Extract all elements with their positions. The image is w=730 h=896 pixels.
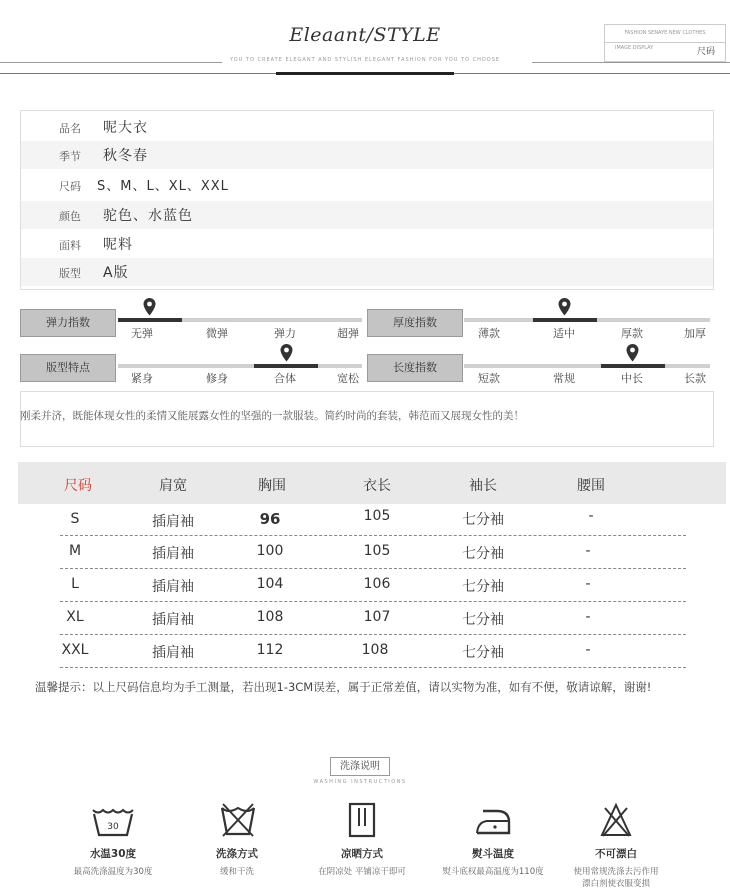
info-value: S、M、L、XL、XXL: [97, 179, 229, 194]
info-label: 尺码: [59, 180, 81, 193]
info-label: 颜色: [59, 210, 81, 223]
wash-item-desc: 在阴凉处 平铺凉干即可: [318, 867, 406, 877]
size-cell: 106: [363, 576, 391, 592]
info-row-name: [21, 113, 713, 141]
fit-option: 紧身: [131, 372, 153, 385]
size-cell: L: [71, 576, 79, 592]
size-cell: 104: [256, 576, 284, 592]
length-selected-segment: [601, 364, 665, 368]
info-value: 秋冬春: [103, 148, 148, 164]
product-description: 刚柔并济，既能体现女性的柔情又能展露女性的坚强的一款服装。简约时尚的套装，韩范而又展现女性的美！: [20, 410, 524, 422]
wash-item-desc: 熨斗底权最高温度为110度: [442, 867, 544, 877]
size-cell: 108: [256, 609, 284, 625]
row-divider: [60, 535, 686, 536]
info-value: 呢大衣: [103, 120, 148, 136]
size-cell: 100: [256, 543, 284, 559]
thickness-selected-segment: [533, 318, 597, 322]
size-cell: 107: [363, 609, 391, 625]
header-accent-bar: [276, 72, 454, 75]
elasticity-selected-segment: [118, 318, 182, 322]
do-not-bleach-icon: [600, 802, 632, 838]
info-label: 版型: [59, 267, 81, 280]
size-cell: 七分袖: [462, 612, 504, 628]
wash-item-name: 不可漂白: [595, 848, 637, 860]
elasticity-option: 超弹: [337, 327, 359, 340]
size-cell: -: [585, 609, 591, 625]
size-header-sleeve: 袖长: [469, 478, 497, 494]
size-cell: -: [585, 576, 591, 592]
fit-track: [118, 364, 362, 368]
fit-option: 宽松: [337, 372, 359, 385]
corner-label: 尺码: [697, 47, 716, 57]
thickness-index-label: 厚度指数: [367, 309, 463, 337]
fit-selected-segment: [254, 364, 318, 368]
size-cell: 112: [256, 642, 284, 658]
wash-item-desc: 最高洗涤温度为30度: [73, 867, 153, 877]
location-pin-icon: [143, 298, 156, 316]
size-cell: -: [585, 543, 591, 559]
thickness-option: 适中: [553, 327, 575, 340]
size-header-size: 尺码: [64, 478, 92, 494]
size-cell: 插肩袖: [152, 579, 194, 595]
info-label: 面料: [59, 239, 81, 252]
wash-item-drying: [292, 846, 432, 878]
info-label: 品名: [59, 122, 81, 135]
measurement-tip: 温馨提示：以上尺码信息均为手工测量，若出现1-3CM误差，属于正常差值，请以实物为准，如有不便，敬请谅解，谢谢!: [35, 680, 652, 694]
info-value: 呢料: [103, 237, 133, 253]
size-cell: 105: [363, 508, 391, 524]
size-cell: 七分袖: [462, 579, 504, 595]
size-cell: 96: [259, 510, 281, 528]
info-row-fabric: [21, 230, 713, 258]
wash-item-desc-line: 漂白剂使衣服变损: [581, 879, 650, 889]
info-row-season: [21, 141, 713, 169]
wash-item-name: 洗涤方式: [216, 848, 258, 860]
size-cell: 插肩袖: [152, 612, 194, 628]
elasticity-option: 弹力: [274, 327, 296, 340]
wash-item-temperature: [43, 846, 183, 878]
fit-option: 修身: [206, 372, 228, 385]
location-pin-icon: [558, 298, 571, 316]
corner-bottom-text: IMAGE DISPLAY: [615, 45, 654, 51]
washing-subtitle: WASHING INSTRUCTIONS: [313, 779, 407, 785]
wash-item-ironing: [423, 846, 563, 878]
size-cell: -: [585, 642, 591, 658]
length-option: 短款: [478, 372, 500, 385]
fit-index-label: 版型特点: [20, 354, 116, 382]
location-pin-icon: [626, 344, 639, 362]
wash-tub-30-icon: [91, 806, 135, 838]
size-cell: 七分袖: [462, 645, 504, 661]
header-rule-left: [0, 62, 222, 63]
header-corner-box: [604, 24, 726, 62]
row-divider: [60, 601, 686, 602]
location-pin-icon: [280, 344, 293, 362]
header-rule-right: [532, 62, 730, 63]
wash-item-desc: 缓和干洗: [219, 867, 254, 877]
wash-item-desc: [546, 866, 686, 890]
length-option: 长款: [684, 372, 706, 385]
washing-title: 洗涤说明: [330, 757, 390, 776]
info-row-size: [21, 171, 713, 199]
elasticity-index-label: 弹力指数: [20, 309, 116, 337]
wash-item-bleach: [546, 846, 686, 890]
elasticity-option: 无弹: [131, 327, 153, 340]
size-cell: 插肩袖: [152, 546, 194, 562]
thickness-option: 加厚: [684, 327, 706, 340]
elasticity-option: 微弹: [206, 327, 228, 340]
wash-item-name: 水温30度: [89, 848, 137, 860]
fit-option: 合体: [274, 372, 296, 385]
brand-tagline: YOU TO CREATE ELEGANT AND STYLISH ELEGANT FASHION FOR YOU TO CHOOSE: [229, 57, 501, 63]
drip-dry-icon: [347, 802, 377, 838]
info-row-color: [21, 201, 713, 229]
info-value: A版: [103, 265, 129, 281]
wash-item-name: 凉晒方式: [341, 848, 383, 860]
size-cell: 105: [363, 543, 391, 559]
size-cell: XXL: [61, 642, 89, 658]
wash-item-name: 熨斗温度: [472, 848, 514, 860]
size-cell: 插肩袖: [152, 645, 194, 661]
info-row-fit: [21, 258, 713, 286]
size-cell: 七分袖: [462, 512, 504, 528]
length-track: [464, 364, 710, 368]
size-header-chest: 胸围: [258, 478, 286, 494]
size-cell: 108: [361, 642, 389, 658]
size-cell: -: [588, 508, 594, 524]
thickness-option: 薄款: [478, 327, 500, 340]
info-value: 驼色、水蓝色: [103, 208, 193, 224]
wash-item-desc-line: 使用常规洗涤去污作用: [573, 867, 659, 877]
size-cell: S: [70, 511, 80, 527]
brand-title: Eleaant/STYLE: [289, 24, 441, 46]
size-cell: M: [68, 543, 82, 559]
row-divider: [60, 634, 686, 635]
do-not-wash-icon: [219, 802, 257, 838]
row-divider: [60, 568, 686, 569]
length-option: 中长: [621, 372, 643, 385]
length-index-label: 长度指数: [367, 354, 463, 382]
size-cell: 七分袖: [462, 546, 504, 562]
size-header-shoulder: 肩宽: [159, 478, 187, 494]
iron-icon: [473, 806, 513, 836]
thickness-option: 厚款: [621, 327, 643, 340]
wash-item-method: [167, 846, 307, 878]
row-divider: [60, 667, 686, 668]
product-info-table: [20, 110, 714, 290]
corner-top-text: FASHION SENAYE NEW CLOTHES: [605, 25, 725, 43]
size-header-length: 衣长: [363, 478, 391, 494]
length-option: 常规: [553, 372, 575, 385]
size-cell: 插肩袖: [152, 514, 194, 530]
size-header-waist: 腰围: [577, 478, 605, 494]
size-cell: XL: [66, 609, 84, 625]
wash-temp-text: 30: [107, 822, 119, 832]
info-label: 季节: [59, 150, 81, 163]
